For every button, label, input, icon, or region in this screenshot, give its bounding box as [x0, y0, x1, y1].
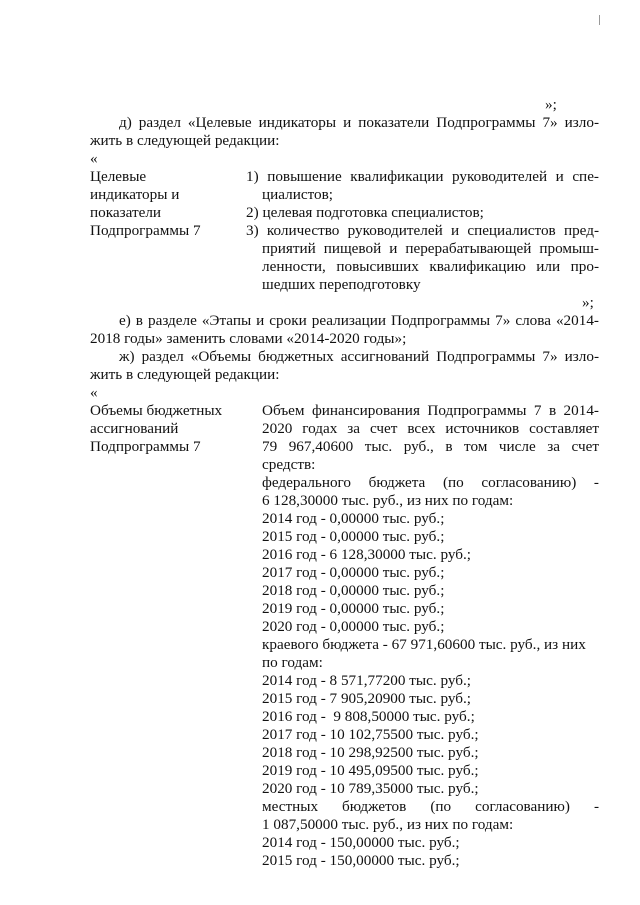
table1-value-line: 2) целевая подготовка специалистов;	[246, 204, 484, 221]
table2-label-line: Подпрограммы 7	[90, 438, 201, 455]
table2-value-line: краевого бюджета - 67 971,60600 тыс. руб., из них	[262, 636, 586, 653]
table2-value-line: 2016 год - 6 128,30000 тыс. руб.;	[262, 546, 471, 563]
item-d-line-2: жить в следующей редакции:	[90, 132, 280, 149]
table2-value-line: 2016 год - 9 808,50000 тыс. руб.;	[262, 708, 475, 725]
table1-value-line: 3) количество руководителей и специалистов пред-	[246, 222, 599, 239]
table2-value-line: 2015 год - 0,00000 тыс. руб.;	[262, 528, 445, 545]
table2-value-line: 6 128,30000 тыс. руб., из них по годам:	[262, 492, 514, 509]
table2-value-line: средств:	[262, 456, 316, 473]
table1-value-line: шедших переподготовку	[262, 276, 421, 293]
table2-value-line: 1 087,50000 тыс. руб., из них по годам:	[262, 816, 514, 833]
closing-quote-mid: »;	[582, 294, 594, 311]
table2-value-line: 2020 год - 0,00000 тыс. руб.;	[262, 618, 445, 635]
table1-value-line: приятий пищевой и перерабатывающей промыш-	[262, 240, 599, 257]
scan-mark	[599, 15, 600, 25]
table1-label-line: индикаторы и	[90, 186, 180, 203]
table2-value-line: 2015 год - 150,00000 тыс. руб.;	[262, 852, 460, 869]
table2-value-line: по годам:	[262, 654, 323, 671]
table2-value-line: 2020 годах за счет всех источников составляет	[262, 420, 599, 437]
item-zh-line-2: жить в следующей редакции:	[90, 366, 280, 383]
table2-label-line: ассигнований	[90, 420, 179, 437]
table2-value-line: 2018 год - 10 298,92500 тыс. руб.;	[262, 744, 479, 761]
table2-value-line: 2018 год - 0,00000 тыс. руб.;	[262, 582, 445, 599]
closing-quote-top: »;	[545, 96, 557, 113]
table2-value-line: Объем финансирования Подпрограммы 7 в 2014-	[262, 402, 599, 419]
table2-value-line: местных бюджетов (по согласованию) -	[262, 798, 599, 815]
open-quote-1: «	[90, 150, 98, 167]
open-quote-2: «	[90, 384, 98, 401]
table1-value-line: ленности, повысивших квалификацию или про-	[262, 258, 599, 275]
table2-value-line: 2019 год - 10 495,09500 тыс. руб.;	[262, 762, 479, 779]
item-e-line-1: е) в разделе «Этапы и сроки реализации Подпрограммы 7» слова «2014-	[119, 312, 599, 329]
item-zh-line-1: ж) раздел «Объемы бюджетных ассигнований Подпрограммы 7» изло-	[119, 348, 599, 365]
table1-value-line: циалистов;	[262, 186, 333, 203]
table2-value-line: федерального бюджета (по согласованию) -	[262, 474, 599, 491]
item-d-line-1: д) раздел «Целевые индикаторы и показатели Подпрограммы 7» изло-	[119, 114, 599, 131]
table2-value-line: 2015 год - 7 905,20900 тыс. руб.;	[262, 690, 471, 707]
table2-value-line: 79 967,40600 тыс. руб., в том числе за счет	[262, 438, 599, 455]
table1-label-line: Подпрограммы 7	[90, 222, 201, 239]
table2-value-line: 2014 год - 8 571,77200 тыс. руб.;	[262, 672, 471, 689]
table2-value-line: 2019 год - 0,00000 тыс. руб.;	[262, 600, 445, 617]
item-e-line-2: 2018 годы» заменить словами «2014-2020 годы»;	[90, 330, 407, 347]
table1-label-line: показатели	[90, 204, 162, 221]
table1-value-line: 1) повышение квалификации руководителей и спе-	[246, 168, 599, 185]
table1-label-line: Целевые	[90, 168, 147, 185]
table2-value-line: 2014 год - 0,00000 тыс. руб.;	[262, 510, 445, 527]
table2-value-line: 2020 год - 10 789,35000 тыс. руб.;	[262, 780, 479, 797]
table2-value-line: 2014 год - 150,00000 тыс. руб.;	[262, 834, 460, 851]
table2-value-line: 2017 год - 0,00000 тыс. руб.;	[262, 564, 445, 581]
table2-value-line: 2017 год - 10 102,75500 тыс. руб.;	[262, 726, 479, 743]
table2-label-line: Объемы бюджетных	[90, 402, 223, 419]
